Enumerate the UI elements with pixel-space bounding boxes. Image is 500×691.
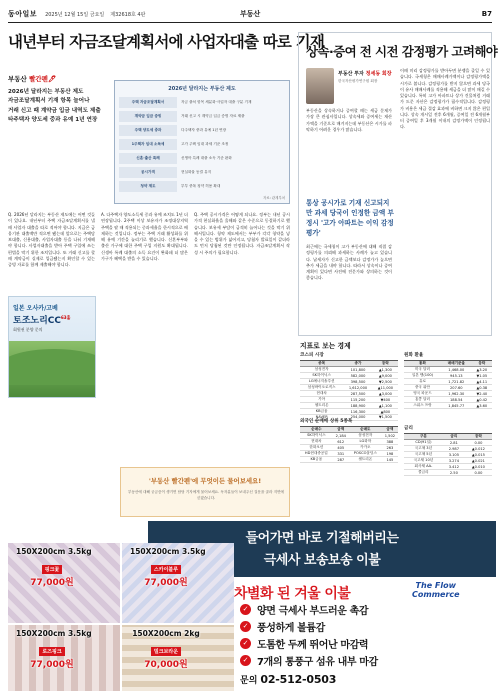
table-title: 외국인 순매매 상위 5종목: [300, 419, 353, 424]
ad-brand-logo: [412, 581, 460, 599]
subhead: 타주택자 양도세 중과 유예 1년 연장: [8, 117, 98, 124]
product-size: 150X200cm 3.5kg: [16, 629, 92, 638]
policy-table-row: [119, 111, 285, 122]
author-photo: [306, 68, 334, 104]
golf-club-ad[interactable]: [8, 296, 96, 398]
golf-ad-location: 일본 오사카/고베: [13, 305, 58, 312]
table-cell: 254,000: [343, 415, 373, 421]
table-cell: 2.81: [443, 440, 465, 446]
newspaper-name: 동아일보: [8, 10, 38, 18]
table-cell: ▲11,000: [373, 385, 398, 391]
golf-ad-title: [13, 313, 70, 326]
promo-title: '부동산 빨간펜'에 무엇이든 물어보세요!: [148, 477, 262, 485]
column-header: 등락: [472, 361, 492, 367]
table-cell: 198: [382, 451, 398, 457]
product-card[interactable]: [8, 625, 120, 691]
row-value: 부부 중복 청약 허용 확대: [181, 184, 221, 188]
table-cell: ▲9,000: [373, 373, 398, 379]
table-cell: 2.50: [443, 470, 465, 476]
table-cell: 101,800: [343, 367, 373, 373]
table-cell: ▲0.021: [465, 458, 492, 464]
product-size: 150X200cm 3.5kg: [16, 547, 92, 556]
table-cell: 스위스 프랑: [404, 403, 441, 409]
table-cell: ▼2.40: [472, 391, 492, 397]
ad-feature: [240, 635, 368, 651]
column-header: 매매기준율: [441, 361, 472, 367]
table-cell: 0.00: [465, 470, 492, 476]
table-cell: 207.60: [441, 385, 472, 391]
brand-line-2: Commerce: [412, 590, 460, 599]
table-cell: 콜금리: [404, 470, 443, 476]
subhead: 2026년 달라지는 부동산 제도: [8, 89, 84, 95]
check-icon: ✓: [240, 655, 251, 666]
table-cell: 셀트리온: [349, 457, 382, 463]
row-key: 청약 제도: [119, 181, 177, 192]
column-header: 통화: [404, 361, 441, 367]
product-name: 핑크꽃: [42, 565, 63, 574]
blanket-ad[interactable]: [4, 521, 496, 687]
column-header: 순매수: [300, 427, 333, 433]
table-cell: SK하이닉스: [300, 373, 343, 379]
check-icon: ✓: [240, 638, 251, 649]
contact-number[interactable]: 02-512-0503: [260, 672, 337, 686]
policy-table: [114, 80, 290, 204]
golf-hill-shape: [8, 349, 96, 385]
author-org: 한국자산평가연구원 회장: [338, 79, 378, 83]
table-cell: ▲3.60: [472, 403, 492, 409]
table-title: 코스피 시장: [300, 353, 324, 358]
table-cell: 145: [382, 457, 398, 463]
table-cell: 영국 파운드: [404, 391, 441, 397]
product-card[interactable]: [122, 543, 234, 623]
foreign-trade-table: [300, 418, 398, 463]
table-cell: 한화오션: [300, 445, 333, 451]
left-byline: [8, 74, 56, 83]
table-cell: LG화학: [349, 439, 382, 445]
product-card[interactable]: [122, 625, 234, 691]
row-key: 공시가격: [119, 167, 177, 178]
row-value: 다주택자 중과 유예 1년 연장: [181, 128, 227, 132]
right-body-column-1b: 최근에는 국세청이 고가 부동산에 대해 직접 감정평가를 의뢰해 과세하는 사례가 늘고 있습니다. 납세자가 신고한 금액보다 감정가가 높으면 추가 세금을 내야 합니다. 따라서 상속이나 증여 계획이 있다면 사전에 전문가와 상의하는 것이 좋습니다.: [306, 244, 392, 281]
byline-team: 부동산: [8, 75, 27, 83]
data-table: [300, 360, 398, 421]
table-row: [300, 457, 398, 463]
byline-name: 빨간펜🖊: [29, 75, 57, 83]
table-cell: 1,468.00: [441, 367, 472, 373]
table-title: 원화 환율: [404, 353, 424, 358]
row-value: 신생아 특례 대출 소득 기준 완화: [181, 156, 232, 160]
product-card[interactable]: [8, 543, 120, 623]
kospi-table: [300, 352, 398, 421]
table-cell: POSCO홀딩스: [349, 451, 382, 457]
author-team: 부동산 투자: [338, 71, 364, 77]
table-cell: 398,500: [343, 379, 373, 385]
row-value: 현실화율 동결 유지: [181, 170, 212, 174]
product-name: 밀크브라운: [151, 647, 181, 656]
brand-line-1: The Flow: [415, 581, 457, 590]
table-cell: 3.105: [443, 452, 465, 458]
subhead: 거래 신고 때 계약금 입금 내역도 제출: [8, 107, 101, 114]
row-key: 주택 양도세 중과: [119, 125, 177, 136]
right-body-column-1: 부동산을 상속하거나 증여할 때는 세금 문제가 가장 큰 관심사입니다. 상속세와 증여세는 재산 가액을 기준으로 매겨지는데 부동산은 시가를 파악하기 어려운 경우가 많습니다.: [306, 108, 392, 132]
golf-ad-subtitle: 회원권 분양 문의: [13, 327, 43, 332]
column-header: 금리: [443, 434, 465, 440]
table-cell: 116,300: [343, 409, 373, 415]
table-cell: ▲0.012: [465, 446, 492, 452]
table-cell: ▲0.42: [472, 397, 492, 403]
table-cell: 회사채 AA-: [404, 464, 443, 470]
column-header: 등락: [373, 361, 398, 367]
price-tag: [16, 629, 92, 670]
table-cell: 현대차: [300, 391, 343, 397]
contact-label: 문의: [240, 675, 258, 686]
section-title: 부동산: [240, 10, 261, 18]
red-pen-promo-box: [120, 467, 290, 517]
column-header: 구분: [404, 434, 443, 440]
table-cell: 1,845.77: [441, 403, 472, 409]
data-table: [404, 433, 492, 476]
table-cell: ▼2,500: [373, 379, 398, 385]
table-cell: 홍콩 달러: [404, 397, 441, 403]
ad-feature: [240, 601, 368, 617]
promo-body: 부동산에 대해 궁금증이 생기면 담당 기자에게 물어보세요. 독자분들이 보내주신 질문을 골라 지면에 싣겠습니다.: [127, 490, 285, 500]
policy-table-row: [119, 181, 285, 192]
left-body-column-3: Q. 주택 공시가격은 어떻게 되나요. 정부는 내년 공시가격 현실화율을 올해와 같은 수준으로 동결하기로 했습니다. 보유세 부담이 급격히 늘어나는 것을 막기 위해서입니다. 청약 제도에서는 부부가 각각 청약을 넣을 수 있는 범위가 넓어지고, 당첨자 발표일이 같더라도 먼저 당첨된 것만 인정됩니다. 자금조달계획서 작성 시 주의가 필요합니다.: [194, 212, 290, 255]
table-cell: 3.412: [443, 464, 465, 470]
table-cell: ▲800: [373, 409, 398, 415]
product-price: 77,000원: [30, 660, 74, 670]
table-cell: ▲0.010: [465, 464, 492, 470]
policy-table-title: 2026년 달라지는 부동산 제도: [168, 86, 236, 92]
table-cell: 국고채 3년: [404, 446, 443, 452]
table-cell: 582,000: [343, 373, 373, 379]
product-name: 로즈핑크: [39, 647, 64, 656]
table-cell: ▲0.015: [465, 452, 492, 458]
table-cell: 국고채 5년: [404, 452, 443, 458]
author-line: [338, 70, 392, 77]
table-cell: 115,200: [343, 397, 373, 403]
product-price: 77,000원: [30, 578, 74, 588]
ad-feature: [240, 618, 325, 634]
row-key: 계약금 입금 증빙: [119, 111, 177, 122]
golf-ad-holes: 63홀: [61, 315, 71, 320]
masthead: [8, 6, 492, 22]
column-header: 순매도: [349, 427, 382, 433]
table-cell: 1,502: [382, 433, 398, 439]
product-size: 150X200cm 3.5kg: [130, 547, 206, 556]
feature-text: 도톰한 두께 뛰어난 마감력: [257, 639, 369, 651]
table-cell: 331: [333, 451, 349, 457]
table-cell: ▼1.05: [472, 373, 492, 379]
feature-text: 양면 극세사 부드러운 촉감: [257, 605, 369, 617]
left-subheads: [8, 88, 108, 126]
row-value: 자금 출처 항목 세분화·사업자 대출 구분 기재: [181, 100, 252, 104]
product-price: 70,000원: [144, 660, 188, 670]
column-header: 등락: [465, 434, 492, 440]
table-cell: ▼400: [373, 397, 398, 403]
price-tag: [16, 547, 92, 588]
table-cell: 미국 달러: [404, 367, 441, 373]
table-cell: 현대차: [300, 439, 333, 445]
row-key: 주택 자금조달계획서: [119, 97, 177, 108]
table-row: [404, 470, 492, 476]
table-cell: 1,612,000: [343, 385, 373, 391]
author-name: 정세동 회장: [365, 71, 392, 77]
product-size: 150X200cm 2kg: [132, 629, 200, 638]
table-cell: CD(91일): [404, 440, 443, 446]
policy-table-source: 자료: 관계부처: [263, 196, 285, 200]
table-cell: 중국 위안: [404, 385, 441, 391]
page-number: B7: [481, 10, 492, 18]
table-cell: 삼성전자: [300, 367, 343, 373]
feature-text: 7개의 통풍구 섬유 내부 마감: [257, 656, 378, 668]
table-cell: 일본 엔(100): [404, 373, 441, 379]
ad-banner-line-1: 들어가면 바로 기절해버리는: [245, 531, 399, 546]
row-key: 신혼·출산 특례: [119, 153, 177, 164]
table-cell: ▲3,000: [373, 391, 398, 397]
table-cell: HD현대중공업: [300, 451, 333, 457]
policy-table-row: [119, 125, 285, 136]
table-cell: 카카오: [349, 445, 382, 451]
table-cell: 388: [382, 439, 398, 445]
data-table: [404, 360, 492, 409]
table-cell: 1,962.30: [441, 391, 472, 397]
table-cell: 612: [333, 439, 349, 445]
pull-quote: 통상 공시가로 기재 신고되지만 과세 당국이 인정한 금액 부정시 '고가 아파트는 이익 감정평가': [306, 199, 394, 237]
table-row: [404, 403, 492, 409]
table-cell: 삼성전자: [349, 433, 382, 439]
issue-date: 2025년 12월 15일 금요일: [45, 11, 105, 18]
left-headline: 내년부터 자금조달계획서에 사업자대출 따로 기재: [8, 33, 325, 51]
table-cell: KB금융: [300, 457, 333, 463]
data-section-title: 지표로 보는 경제: [300, 342, 351, 350]
table-title: 금리: [404, 426, 413, 431]
table-cell: ▲1,300: [373, 367, 398, 373]
fx-table: [404, 352, 492, 409]
table-cell: 945.13: [441, 373, 472, 379]
issue-number: 제32618호 4판: [110, 11, 146, 18]
ad-headline: 차별화 된 겨울 이불: [234, 586, 351, 602]
table-cell: 188,900: [343, 403, 373, 409]
column-header: 종가: [343, 361, 373, 367]
table-cell: 2.987: [443, 446, 465, 452]
table-cell: 기아: [300, 397, 343, 403]
check-icon: ✓: [240, 621, 251, 632]
table-cell: SK하이닉스: [300, 433, 333, 439]
table-cell: 287,500: [343, 391, 373, 397]
policy-table-row: [119, 97, 285, 108]
table-cell: ▲0.38: [472, 385, 492, 391]
table-cell: KB금융: [300, 409, 343, 415]
table-cell: 국고채 10년: [404, 458, 443, 464]
row-value: 거래 신고 시 계약금 입금 증명 자료 제출: [181, 114, 245, 118]
right-headline: 상속·증여 전 시전 감정평가 고려해야: [306, 44, 498, 59]
column-header: 금액: [382, 427, 398, 433]
product-price: 77,000원: [144, 578, 188, 588]
column-header: 종목: [300, 361, 343, 367]
policy-table-row: [119, 153, 285, 164]
table-cell: LG에너지솔루션: [300, 379, 343, 385]
left-body-column-1: Q. 2026년 달라지는 부동산 제도에는 어떤 것들이 있나요. 내년부터 주택 자금조달계획서를 낼 때 사업자 대출을 따로 적어야 합니다. 지금은 금융기관 대출액만 적으면 됐는데 앞으로는 주택담보대출, 신용대출, 사업자대출 등을 나눠 기재해야 합니다. 사업자대출을 받아 주택 구입에 쓰는 편법을 막기 위한 조치입니다. 또 거래 신고를 할 때 계약금이 실제로 입금됐는지 확인할 수 있는 증빙 자료를 함께 제출해야 합니다.: [8, 212, 95, 267]
table-cell: 2,184: [333, 433, 349, 439]
ad-contact: [240, 671, 336, 687]
table-cell: 287: [333, 457, 349, 463]
table-cell: 188.54: [441, 397, 472, 403]
policy-table-row: [119, 139, 285, 150]
policy-table-row: [119, 167, 285, 178]
table-cell: ▲3.20: [472, 367, 492, 373]
table-cell: 삼성바이오로직스: [300, 385, 343, 391]
product-name: 스카이블루: [151, 565, 181, 574]
table-cell: 3.274: [443, 458, 465, 464]
table-cell: ▲1,100: [373, 403, 398, 409]
price-tag: [130, 547, 206, 588]
table-cell: 0.00: [465, 440, 492, 446]
left-body-column-2: A. 다주택자 양도소득세 중과 유예 조치도 1년 더 연장됩니다. 2주택 이상 보유자가 조정대상지역 주택을 팔 때 적용되는 중과세율을 한시적으로 배제하는 것입니다. 정부는 주택 거래 활성화를 위해 유예 기간을 늘리기로 했습니다. 신혼부부와 출산 가구에 대한 주택 구입 지원도 확대됩니다. 신생아 특례 대출의 소득 요건이 완화돼 더 많은 가구가 혜택을 받을 수 있습니다.: [101, 212, 188, 261]
table-cell: 405: [333, 445, 349, 451]
golf-ad-name: 토조노리CC: [13, 316, 61, 326]
table-cell: ▼1,500: [373, 415, 398, 421]
table-cell: NAVER: [300, 415, 343, 421]
right-body-column-2: 이때 미리 감정평가를 받아두면 분쟁을 줄일 수 있습니다. 국세청은 매매사례가액이나 감정평가액을 시가로 봅니다. 감정평가를 받지 않으면 과세 당국이 유사 매매사례를 적용해 세금을 더 많이 매길 수 있습니다. 특히 고가 아파트나 상가 건물처럼 거래가 드문 자산은 감정평가가 필수적입니다. 감정평가 비용은 세금 절감 효과에 비하면 크지 않은 편입니다. 상속 개시일 전후 6개월, 증여일 전 6개월부터 증여일 후 3개월 이내의 감정가액이 인정됩니다.: [400, 68, 490, 130]
check-icon: ✓: [240, 604, 251, 615]
feature-text: 풍성하게 볼륨감: [257, 622, 325, 634]
table-cell: 263: [382, 445, 398, 451]
data-table: [300, 426, 398, 463]
table-cell: 1,721.82: [441, 379, 472, 385]
table-cell: ▲4.11: [472, 379, 492, 385]
ad-banner-line-2: 극세사 보송보송 이불: [263, 553, 381, 568]
row-value: 고가 주택 임대 과세 기준 조정: [181, 142, 229, 146]
ad-feature: [240, 652, 378, 668]
masthead-rule: [8, 22, 492, 23]
subhead: 자금조달계획서 기재 항목 늘어나: [8, 98, 90, 105]
row-key: 1주택자 임대 소득세: [119, 139, 177, 150]
column-header: 금액: [333, 427, 349, 433]
rates-table: [404, 425, 492, 476]
price-tag: [130, 629, 202, 670]
table-cell: 셀트리온: [300, 403, 343, 409]
table-cell: 유로: [404, 379, 441, 385]
